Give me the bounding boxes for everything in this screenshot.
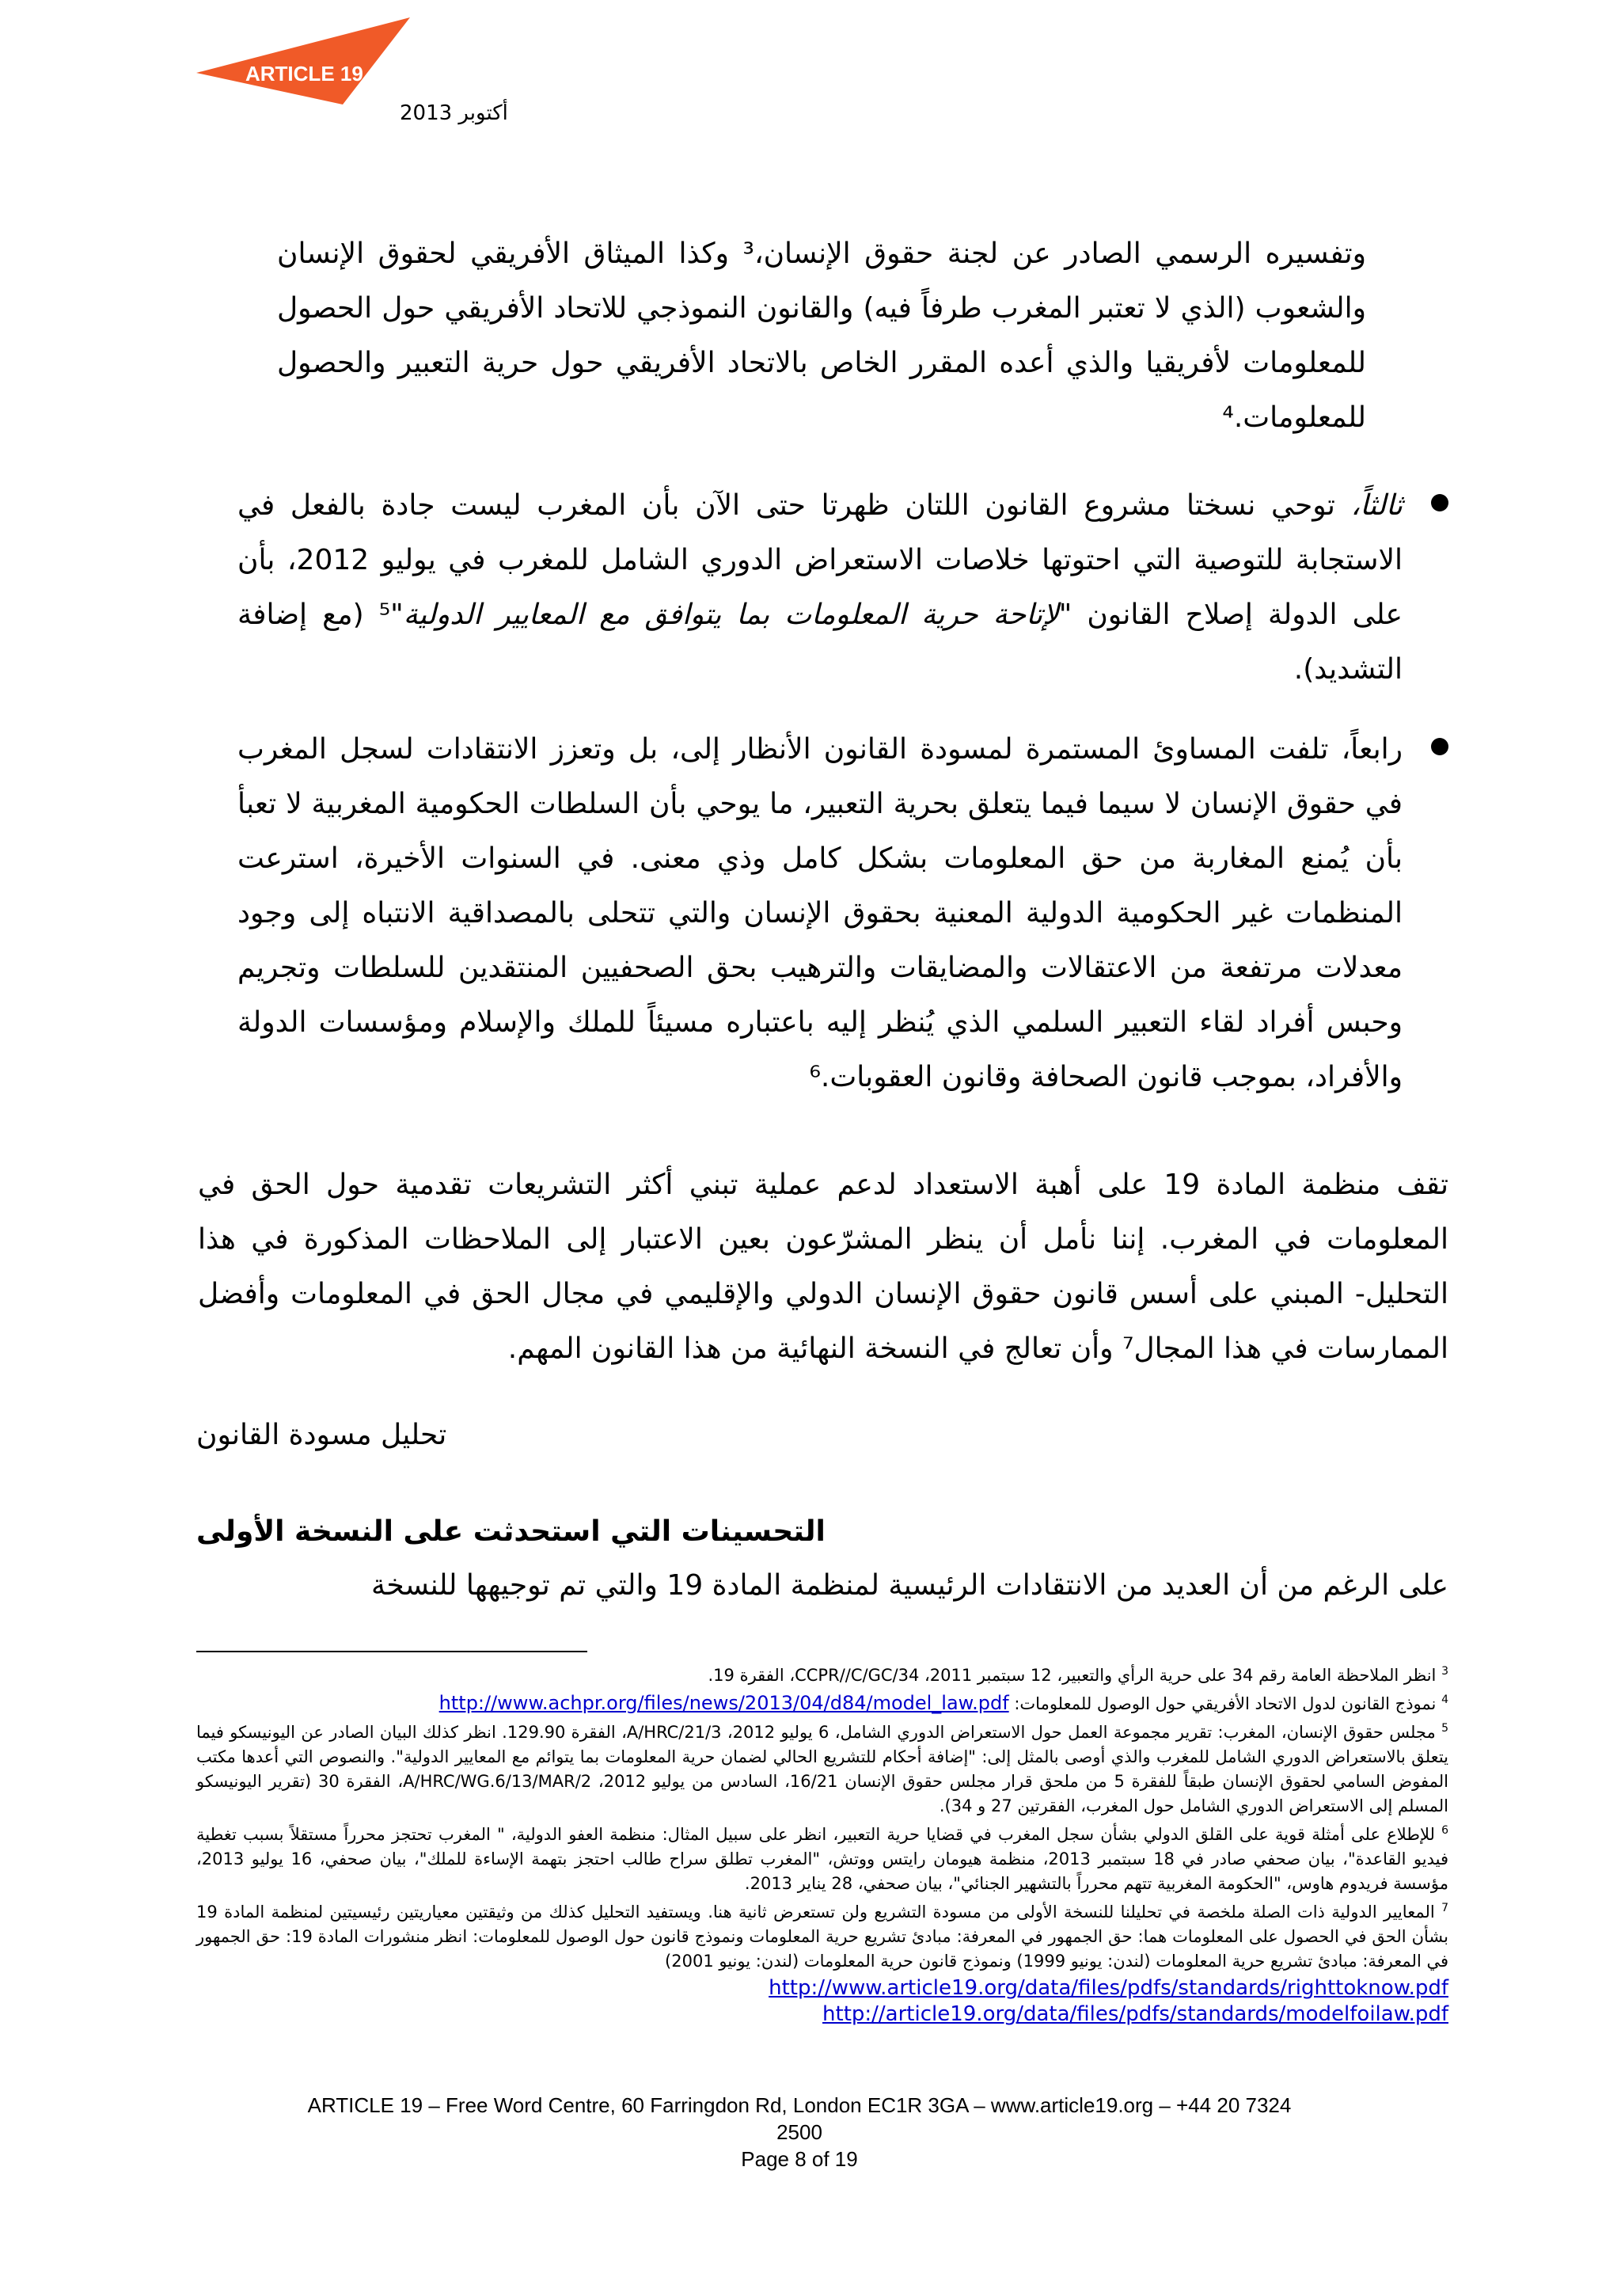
footnote-number: 4 <box>1441 1693 1448 1706</box>
footnote-3 <box>196 1659 1448 1688</box>
page-footer <box>190 2092 1409 2172</box>
footnote-6 <box>196 1819 1448 1896</box>
bullet-end: "⁵ (مع إضافة التشديد). <box>237 599 1403 686</box>
footnote-text: مجلس حقوق الإنسان، المغرب: تقرير مجموعة العمل حول الاستعراض الدوري الشامل، 6 يوليو 2012، A/HRC/21/3، الفقرة 129.90. انظر كذلك البيان الصادر عن اليونيسكو فيما يتعلق بالاستعراض الدوري الشامل للمغرب والذي أوصى بالمثل إلى: "إضافة أحكام للتشريع الحالي لضمان حرية المعلومات بما يتوائم مع المعايير الدولية". والنصوص التي أعدها مكتب المفوض السامي لحقوق الإنسان طبقاً للفقرة 5 من ملحق قرار مجلس حقوق الإنسان 16/21، السادس من يوليو 2012، A/HRC/WG.6/13/MAR/2، الفقرة 30 (تقرير اليونيسكو المسلم إلى الاستعراض الدوري الشامل حول المغرب، الفقرتين 27 و 34). <box>196 1723 1449 1815</box>
bullet-item-fourth <box>237 722 1448 1104</box>
footnote-number: 5 <box>1441 1722 1448 1735</box>
section-heading-improvements: التحسينات التي استحدثت على النسخة الأولى <box>196 1515 826 1548</box>
footnote-link-righttoknow[interactable]: http://www.article19.org/data/files/pdfs/standards/righttoknow.pdf <box>769 1976 1448 2000</box>
bullet-lead: ثالثاً، <box>1350 489 1403 522</box>
footnote-text: المعايير الدولية ذات الصلة ملخصة في تحليلنا للنسخة الأولى من مسودة التشريع ولن تستعرض ثانية هنا. ويستفيد التحليل كذلك من وثيقتين معياريتين رئيسيتين لمنظمة المادة 19 بشأن الحق في الحصول على المعلومات هما: حق الجمهور في المعرفة: مبادئ تشريع حرية المعلومات ونموذج قانون حول الوصول للمعلومات: انظر منشورات المادة 19: حق الجمهور في المعرفة: مبادئ تشريع حرية المعلومات (لندن: يونيو 1999) ونموذج قانون حرية المعلومات (لندن: يونيو 2001) <box>196 1903 1449 1971</box>
bullet-item-third <box>237 478 1448 697</box>
footnotes <box>196 1659 1448 2028</box>
bullet-dot-icon <box>1431 738 1448 755</box>
section-heading-analysis: تحليل مسودة القانون <box>196 1419 447 1451</box>
footnote-number: 3 <box>1441 1665 1448 1678</box>
footer-address: ARTICLE 19 – Free Word Centre, 60 Farringdon Rd, London EC1R 3GA – www.article19.org – +44 20 7324 <box>307 2093 1292 2117</box>
bullet-body: توحي نسختا مشروع القانون اللتان ظهرتا حتى الآن بأن المغرب ليست جادة بالفعل في الاستجابة للتوصية التي احتوتها خلاصات الاستعراض الدوري الشامل للمغرب في يوليو 2012، بأن على الدولة إصلاح القانون " <box>237 489 1403 631</box>
footnote-link-modelfoilaw[interactable]: http://article19.org/data/files/pdfs/standards/modelfoilaw.pdf <box>822 2002 1448 2026</box>
bullet-text <box>237 478 1403 697</box>
article19-logo <box>196 17 410 105</box>
footer-address-cont: 2500 <box>776 2120 822 2144</box>
footnote-7-links <box>196 1975 1448 2028</box>
footnote-7 <box>196 1896 1448 1974</box>
page-number: Page 8 of 19 <box>741 2147 858 2171</box>
bullet-text: رابعاً، تلفت المساوئ المستمرة لمسودة القانون الأنظار إلى، بل وتعزز الانتقادات لسجل المغرب في حقوق الإنسان لا سيما فيما يتعلق بحرية التعبير، ما يوحي بأن السلطات الحكومية المغربية لا تعبأ بأن يُمنع المغاربة من حق المعلومات بشكل كامل وذي معنى. في السنوات الأخيرة، استرعت المنظمات غير الحكومية الدولية المعنية بحقوق الإنسان والتي تتحلى بالمصداقية الانتباه إلى وجود معدلات مرتفعة من الاعتقالات والمضايقات والترهيب بحق الصحفيين المنتقدين للسلطات وتجريم وحبس أفراد لقاء التعبير السلمي الذي يُنظر إليه باعتباره مسيئاً للملك والإسلام ومؤسسات الدولة والأفراد، بموجب قانون الصحافة وقانون العقوبات.⁶ <box>237 733 1403 1093</box>
footnote-link[interactable]: http://www.achpr.org/files/news/2013/04/d84/model_law.pdf <box>438 1692 1009 1714</box>
footnote-number: 7 <box>1441 1902 1448 1914</box>
header-date: أكتوبر 2013 <box>400 101 508 125</box>
bullet-emphasis: لإتاحة حرية المعلومات بما يتوافق مع المعايير الدولية <box>403 599 1059 631</box>
footnote-4 <box>196 1688 1448 1716</box>
footnote-5 <box>196 1716 1448 1819</box>
footnote-number: 6 <box>1441 1824 1448 1837</box>
logo-shape <box>196 17 410 105</box>
logo-text: ARTICLE 19 <box>245 62 363 86</box>
footnote-text: للإطلاع على أمثلة قوية على القلق الدولي بشأن سجل المغرب في قضايا حرية التعبير، انظر على سبيل المثال: منظمة العفو الدولية، " المغرب تحتجز محرراً مستقلاً بسبب تغطية فيديو القاعدة"، بيان صحفي صادر في 18 سبتمبر 2013، منظمة هيومان رايتس ووتش، "المغرب تطلق سراح طالب احتجز بتهمة الإساءة للملك"، بيان صحفي، 16 يوليو 2013، مؤسسة فريدوم هاوس، "الحكومة المغربية تتهم محرراً بالتشهير الجنائي"، بيان صحفي، 28 يناير 2013. <box>196 1825 1448 1893</box>
paragraph-improvements: على الرغم من أن العديد من الانتقادات الرئيسية لمنظمة المادة 19 والتي تم توجيهها للنسخة <box>371 1569 1448 1602</box>
footnote-text: انظر الملاحظة العامة رقم 34 على حرية الرأي والتعبير، 12 سبتمبر 2011، CCPR//C/GC/34، الفقرة 19. <box>708 1666 1437 1685</box>
bullet-dot-icon <box>1431 494 1448 511</box>
footnote-text: نموذج القانون لدول الاتحاد الأفريقي حول الوصول للمعلومات: <box>1008 1694 1437 1713</box>
paragraph-continuation: وتفسيره الرسمي الصادر عن لجنة حقوق الإنسان،³ وكذا الميثاق الأفريقي لحقوق الإنسان والشعوب (الذي لا تعتبر المغرب طرفاً فيه) والقانون النموذجي للاتحاد الأفريقي حول الحصول للمعلومات لأفريقيا والذي أعده المقرر الخاص بالاتحاد الأفريقي حول حرية التعبير والحصول للمعلومات.⁴ <box>277 238 1367 434</box>
footnote-separator <box>196 1651 587 1652</box>
paragraph-conclusion: تقف منظمة المادة 19 على أهبة الاستعداد لدعم عملية تبني أكثر التشريعات تقدمية حول الحق في المعلومات في المغرب. إننا نأمل أن ينظر المشرّعون بعين الاعتبار إلى الملاحظات المذكورة في هذا التحليل- المبني على أسس قانون حقوق الإنسان الدولي والإقليمي في مجال الحق في المعلومات وأفضل الممارسات في هذا المجال⁷ وأن تعالج في النسخة النهائية من هذا القانون المهم. <box>198 1169 1448 1365</box>
